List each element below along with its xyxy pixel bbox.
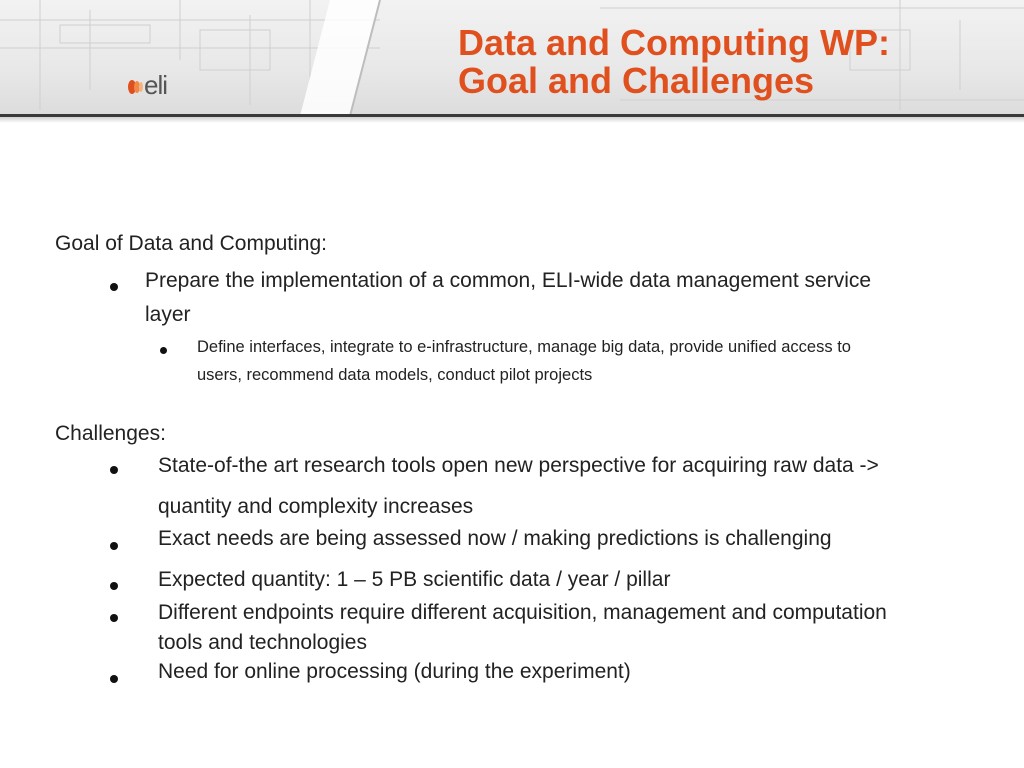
logo-text: eli: [144, 70, 168, 100]
challenge-4-line-2: tools and technologies: [158, 631, 367, 654]
challenge-5-line-1: Need for online processing (during the experiment): [158, 660, 631, 683]
title-line-1: Data and Computing WP:: [458, 22, 890, 63]
title-line-2: Goal and Challenges: [458, 60, 815, 101]
header-shadow: [0, 117, 1024, 123]
challenges-heading: Challenges:: [55, 422, 166, 445]
challenge-3-line-1: Expected quantity: 1 – 5 PB scientific data / year / pillar: [158, 568, 671, 591]
header-banner: [0, 0, 1024, 116]
logo-mark-icon: [126, 78, 144, 98]
goal-bullet-line-1: Prepare the implementation of a common, ELI-wide data management service: [145, 269, 872, 292]
goal-bullet-line-2: layer: [145, 303, 191, 326]
challenge-2-line-1: Exact needs are being assessed now / making predictions is challenging: [158, 527, 832, 550]
bullet-icon: [110, 614, 118, 622]
eli-logo: [126, 72, 186, 100]
bullet-icon: [110, 675, 118, 683]
bullet-icon: [110, 283, 118, 291]
goal-heading: Goal of Data and Computing:: [55, 232, 327, 255]
bullet-icon: [110, 466, 118, 474]
goal-sub-bullet-line-1: Define interfaces, integrate to e-infrastructure, manage big data, provide unified access to: [197, 338, 851, 356]
challenge-1-line-2: quantity and complexity increases: [158, 495, 474, 518]
goal-sub-bullet-line-2: users, recommend data models, conduct pilot projects: [197, 366, 593, 384]
sub-bullet-icon: [160, 347, 167, 354]
challenge-1-line-1: State-of-the art research tools open new perspective for acquiring raw data ->: [158, 454, 879, 477]
challenge-4-line-1: Different endpoints require different acquisition, management and computation: [158, 601, 887, 624]
bullet-icon: [110, 582, 118, 590]
page-title: [458, 24, 890, 100]
bullet-icon: [110, 542, 118, 550]
